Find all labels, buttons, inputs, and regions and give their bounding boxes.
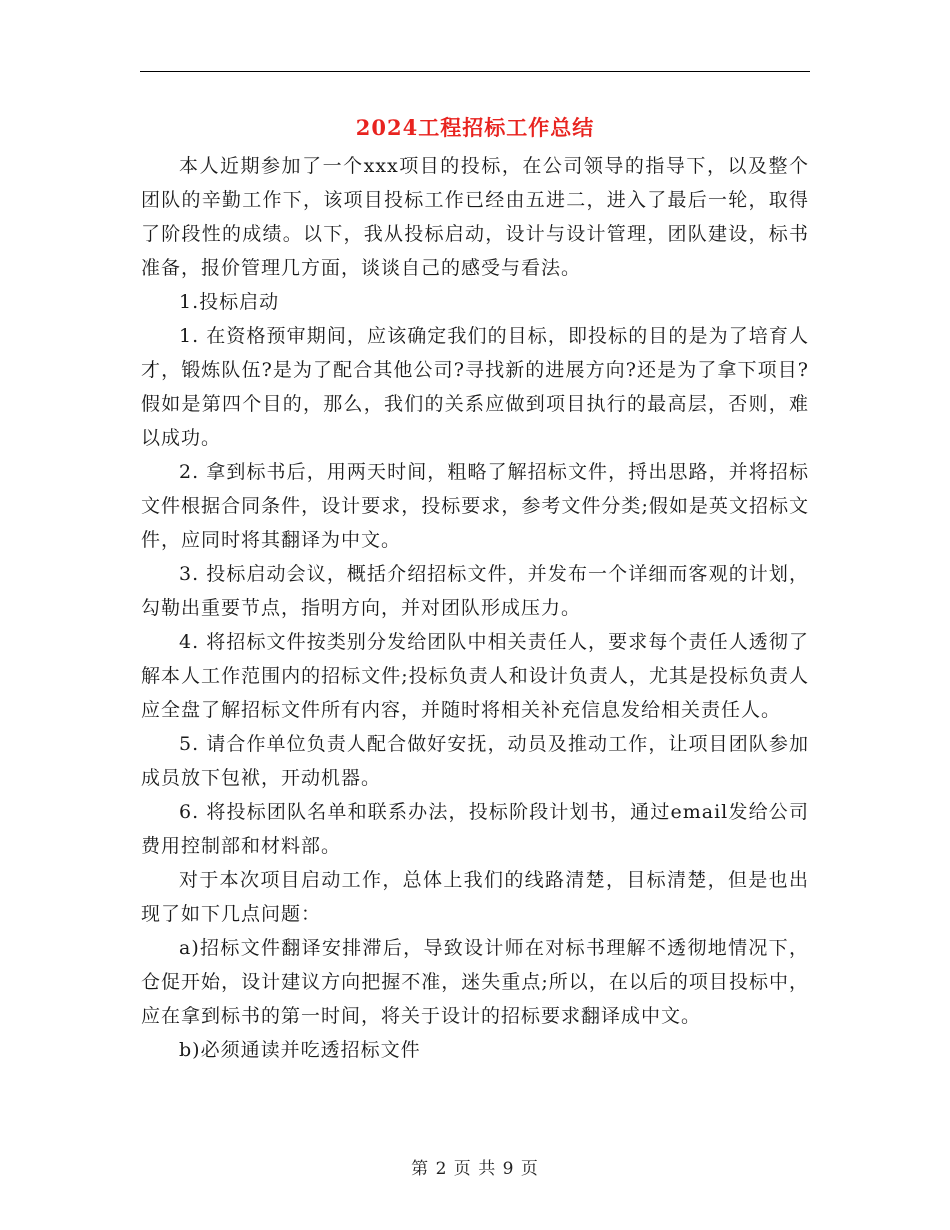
paragraph-item-1: 1. 在资格预审期间，应该确定我们的目标，即投标的目的是为了培育人才，锻炼队伍?是为了配合其他公司?寻找新的进展方向?还是为了拿下项目?假如是第四个目的，那么，我们的关系应做到项目执行的最高层，否则，难以成功。 — [141, 325, 809, 449]
paragraph-item-6: 6. 将投标团队名单和联系办法，投标阶段计划书，通过email发给公司费用控制部和材料部。 — [141, 801, 809, 857]
paragraph-issue-b: b)必须通读并吃透招标文件 — [179, 1039, 421, 1061]
section-heading: 1.投标启动 — [179, 291, 280, 313]
paragraph-summary: 对于本次项目启动工作，总体上我们的线路清楚，目标清楚，但是也出现了如下几点问题： — [141, 869, 809, 925]
paragraph-issue-a: a)招标文件翻译安排滞后，导致设计师在对标书理解不透彻地情况下，仓促开始，设计建议方向把握不准，迷失重点;所以，在以后的项目投标中，应在拿到标书的第一时间，将关于设计的招标要求翻译成中文。 — [141, 937, 809, 1027]
paragraph-item-4: 4. 将招标文件按类别分发给团队中相关责任人，要求每个责任人透彻了解本人工作范围内的招标文件;投标负责人和设计负责人，尤其是投标负责人应全盘了解招标文件所有内容，并随时将相关补充信息发给相关责任人。 — [141, 631, 809, 721]
document-body — [141, 149, 809, 1067]
page-number: 第 2 页 共 9 页 — [411, 1159, 539, 1179]
paragraph-intro: 本人近期参加了一个xxx项目的投标，在公司领导的指导下，以及整个团队的辛勤工作下，该项目投标工作已经由五进二，进入了最后一轮，取得了阶段性的成绩。以下，我从投标启动，设计与设计管理，团队建设，标书准备，报价管理几方面，谈谈自己的感受与看法。 — [141, 155, 809, 279]
header-rule — [140, 71, 810, 72]
paragraph-item-3: 3. 投标启动会议，概括介绍招标文件，并发布一个详细而客观的计划，勾勒出重要节点，指明方向，并对团队形成压力。 — [141, 563, 809, 619]
paragraph-item-5: 5. 请合作单位负责人配合做好安抚，动员及推动工作，让项目团队参加成员放下包袱，开动机器。 — [141, 733, 809, 789]
document-title: 2024工程招标工作总结 — [355, 115, 595, 140]
paragraph-item-2: 2. 拿到标书后，用两天时间，粗略了解招标文件，捋出思路，并将招标文件根据合同条件，设计要求，投标要求，参考文件分类;假如是英文招标文件，应同时将其翻译为中文。 — [141, 461, 809, 551]
